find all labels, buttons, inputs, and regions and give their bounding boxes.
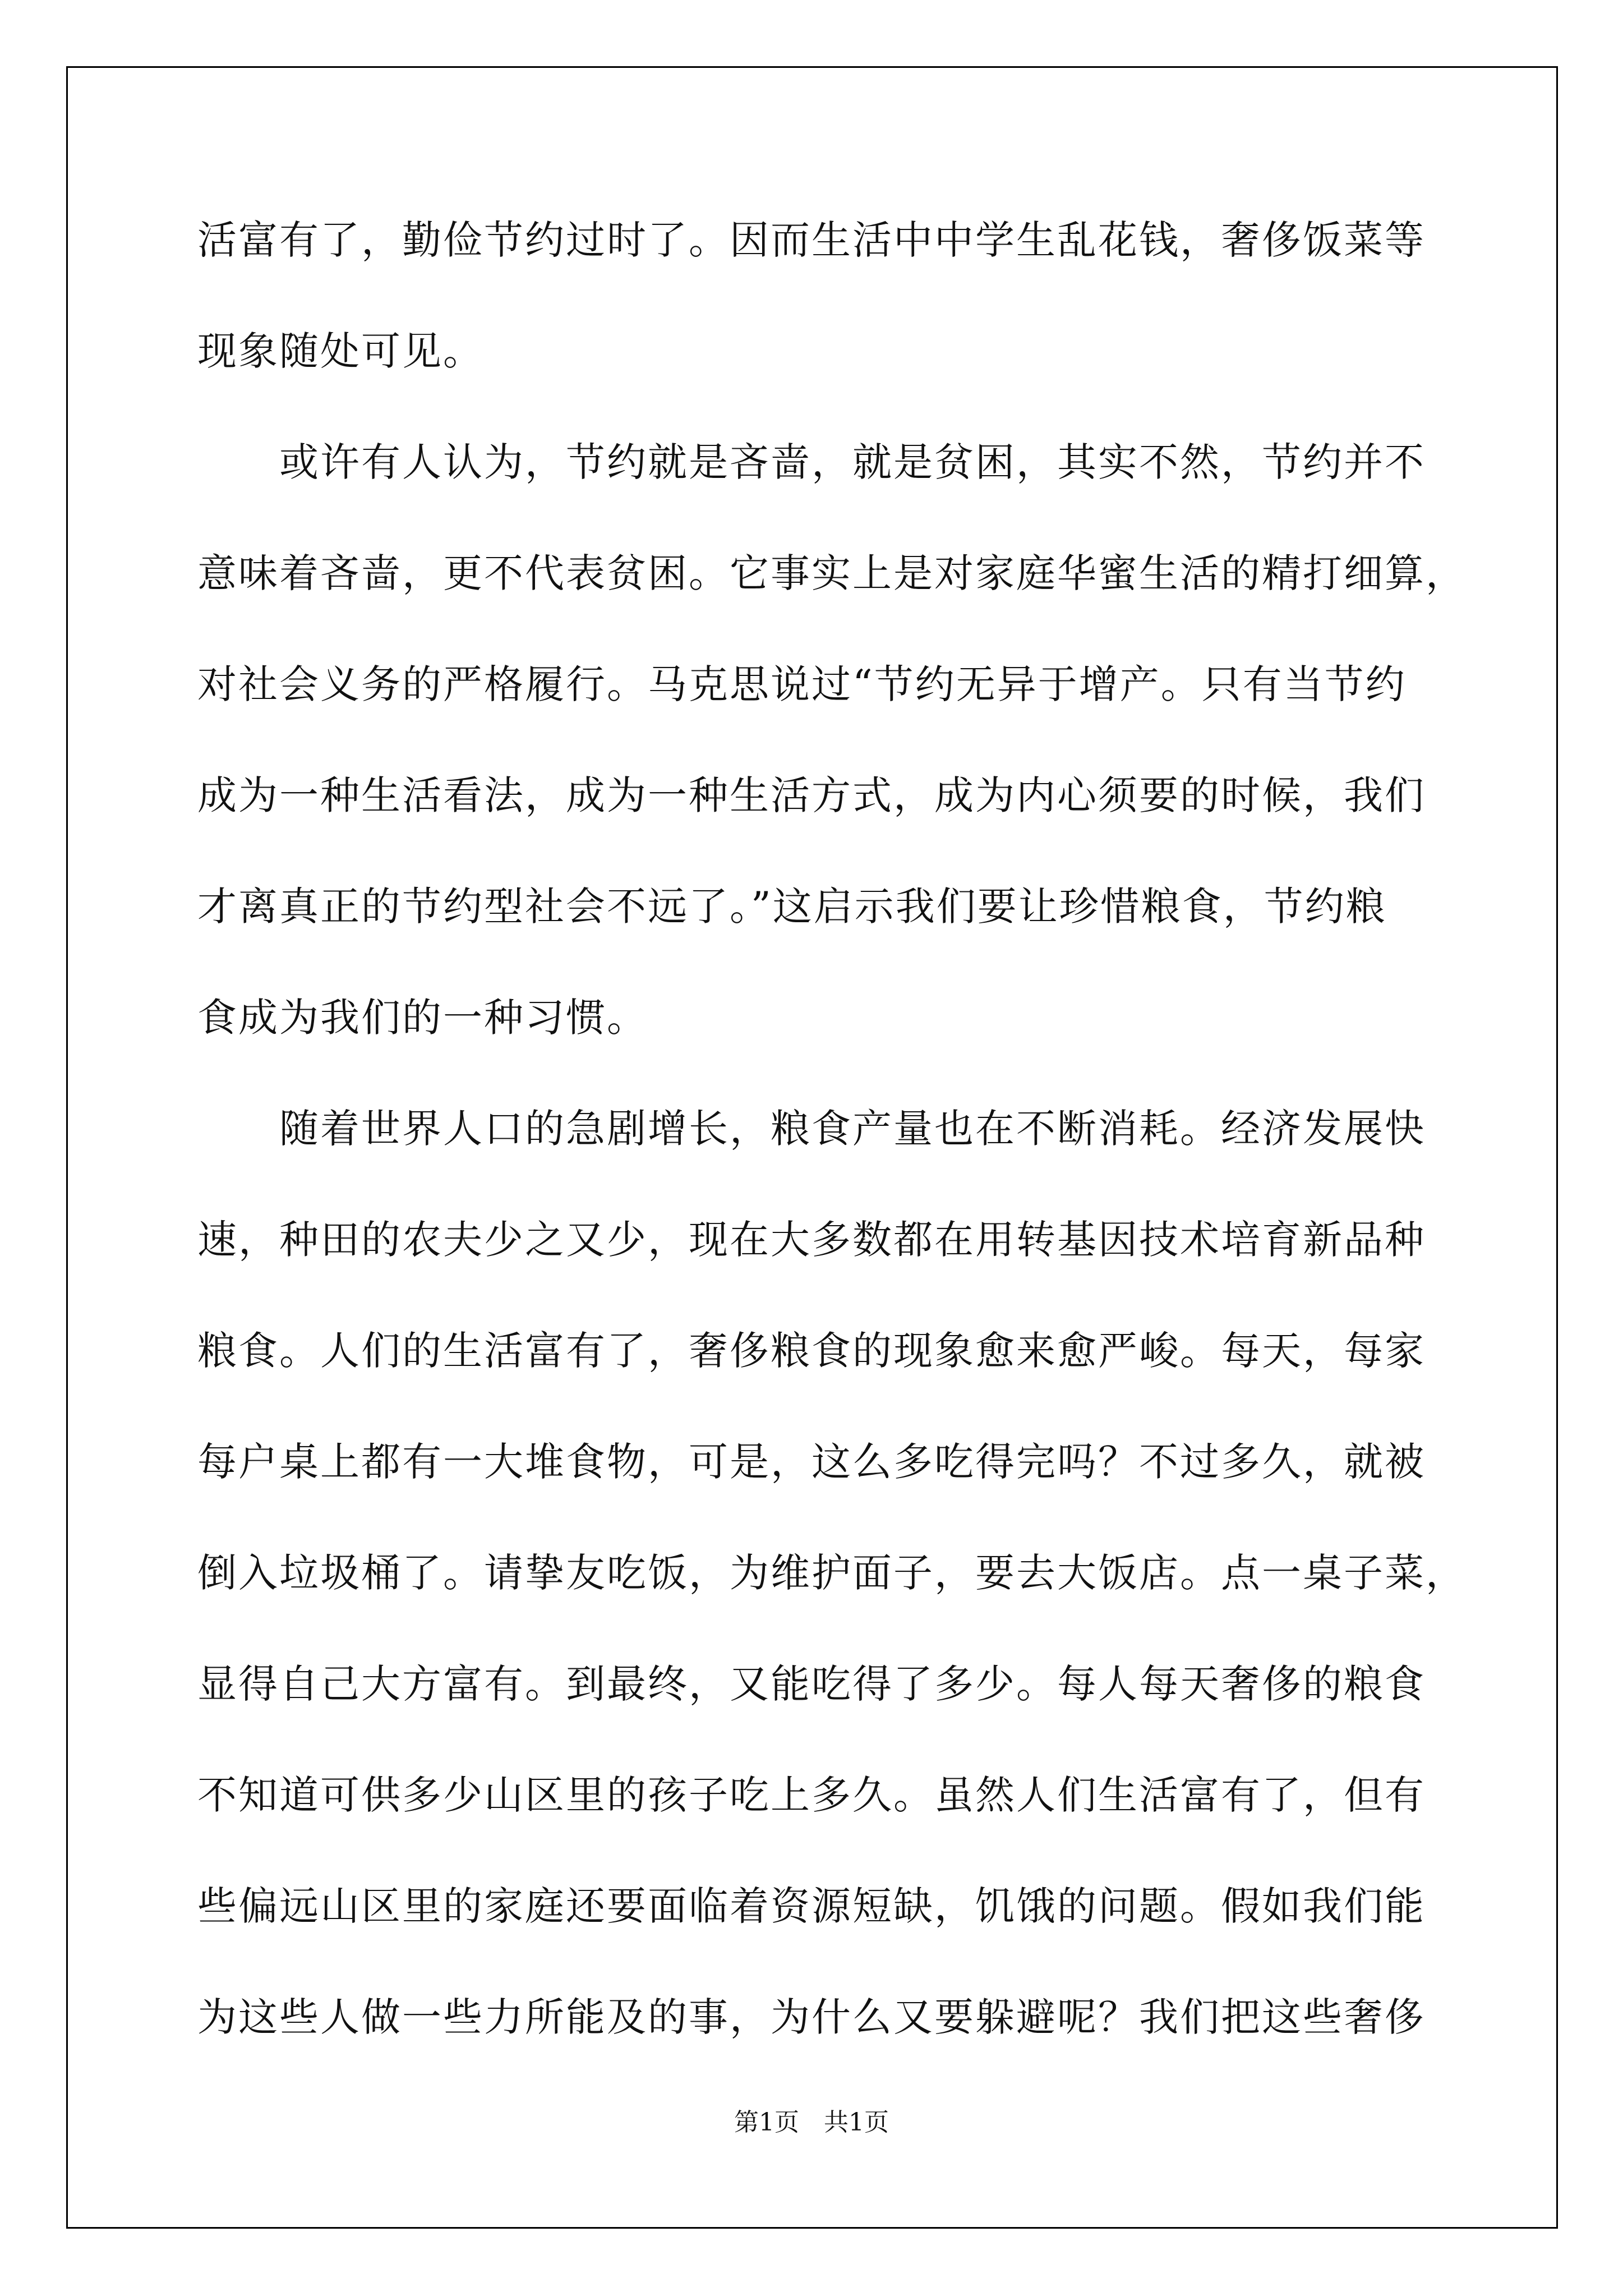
text-line: 倒入垃圾桶了。请挚友吃饭，为维护面子，要去大饭店。点一桌子菜，	[197, 1550, 1467, 1596]
text-line: 每户桌上都有一大堆食物，可是，这么多吃得完吗？不过多久，就被	[197, 1439, 1426, 1485]
text-line: 显得自己大方富有。到最终，又能吃得了多少。每人每天奢侈的粮食	[197, 1661, 1426, 1707]
document-body	[197, 206, 1467, 2095]
text-line: 随着世界人口的急剧增长，粮食产量也在不断消耗。经济发展快	[197, 1106, 1426, 1152]
text-line: 些偏远山区里的家庭还要面临着资源短缺，饥饿的问题。假如我们能	[197, 1883, 1426, 1929]
text-line: 食成为我们的一种习惯。	[197, 995, 648, 1041]
text-line: 为这些人做一些力所能及的事，为什么又要躲避呢？我们把这些奢侈	[197, 1994, 1426, 2040]
text-line: 或许有人认为，节约就是吝啬，就是贫困，其实不然，节约并不	[197, 439, 1426, 485]
text-line: 活富有了，勤俭节约过时了。因而生活中中学生乱花钱，奢侈饭菜等	[197, 217, 1426, 263]
text-line: 粮食。人们的生活富有了，奢侈粮食的现象愈来愈严峻。每天，每家	[197, 1328, 1426, 1374]
text-line: 成为一种生活看法，成为一种生活方式，成为内心须要的时候，我们	[197, 772, 1426, 818]
text-line: 不知道可供多少山区里的孩子吃上多久。虽然人们生活富有了，但有	[197, 1772, 1426, 1818]
text-line: 对社会义务的严格履行。马克思说过“节约无异于增产。只有当节约	[197, 661, 1407, 707]
text-line: 现象随处可见。	[197, 328, 484, 374]
text-line: 才离真正的节约型社会不远了。”这启示我们要让珍惜粮食，节约粮	[197, 884, 1387, 930]
text-line: 意味着吝啬，更不代表贫困。它事实上是对家庭华蜜生活的精打细算，	[197, 550, 1467, 596]
text-line: 速，种田的农夫少之又少，现在大多数都在用转基因技术培育新品种	[197, 1217, 1426, 1263]
page-footer: 第1页 共1页	[734, 2108, 889, 2137]
